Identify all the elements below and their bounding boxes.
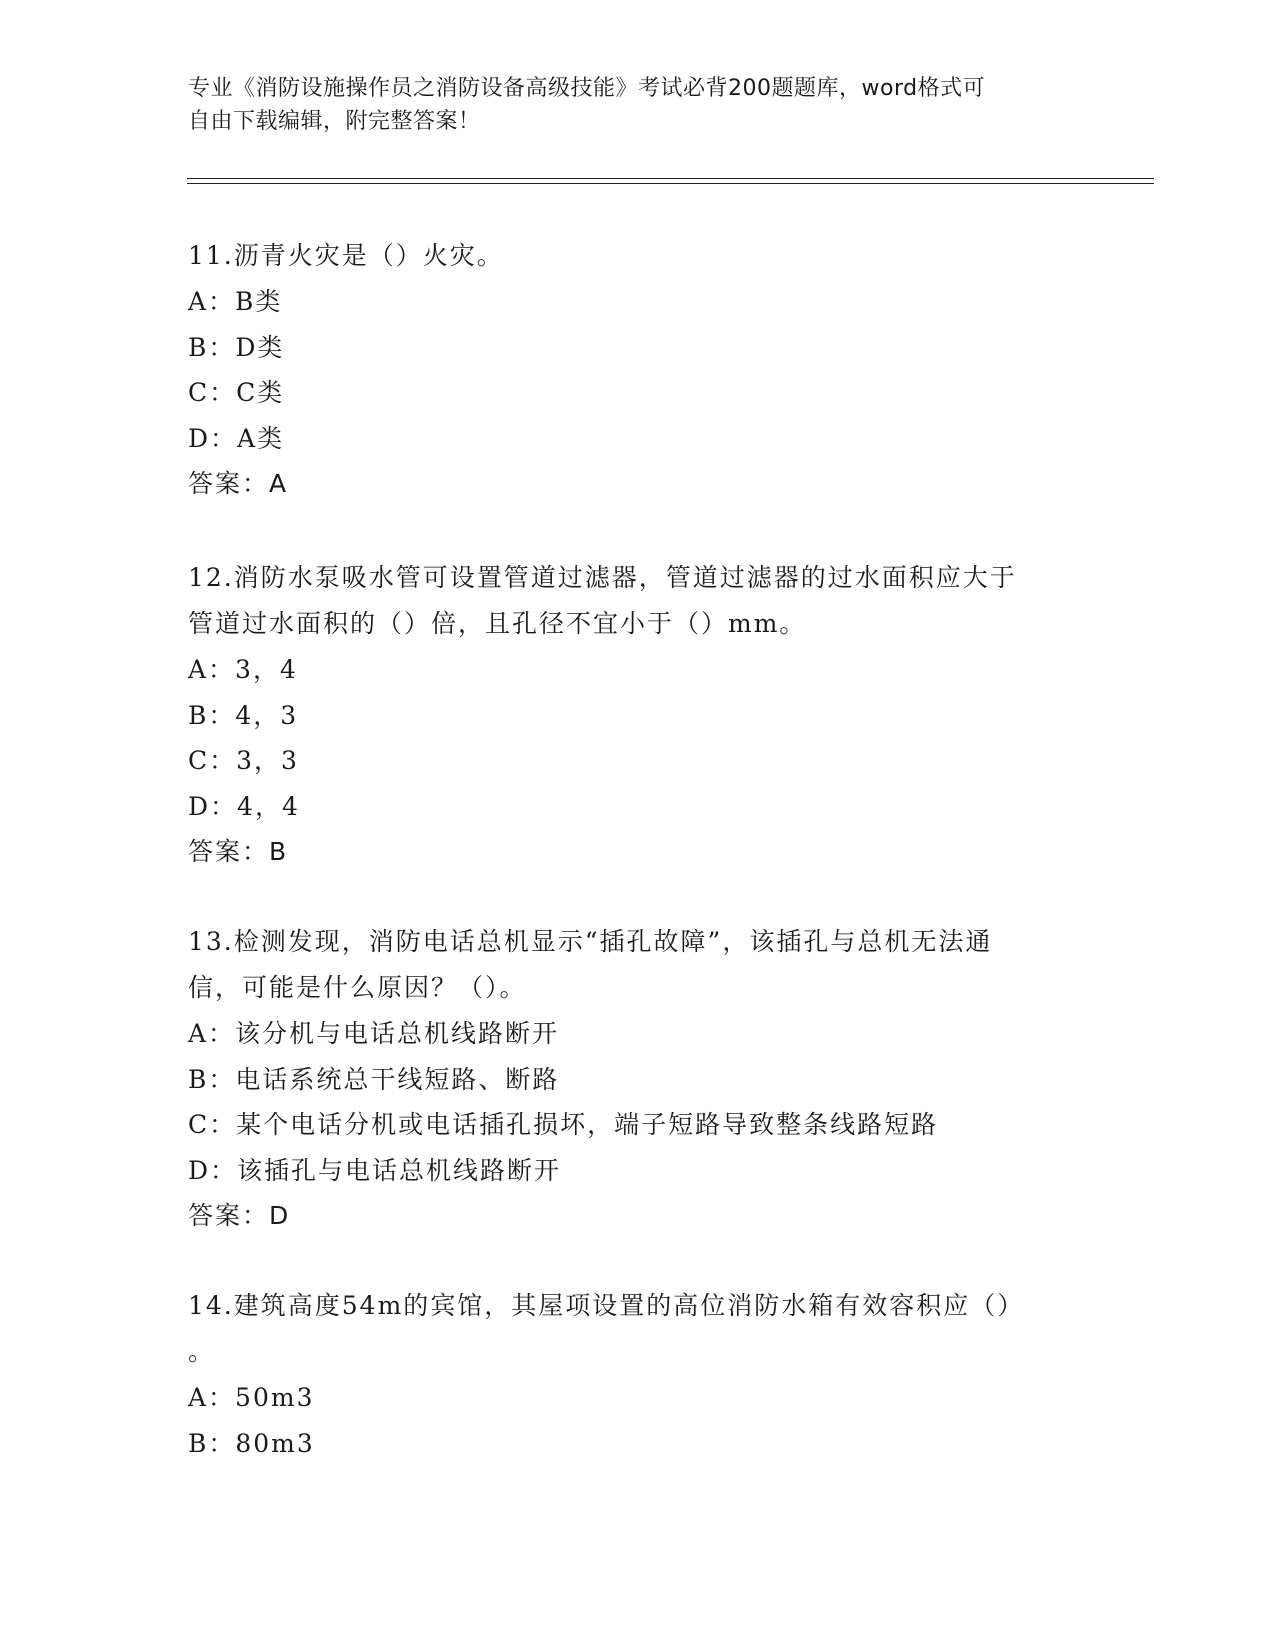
question-stem: 14.建筑高度54m的宾馆，其屋项设置的高位消防水箱有效容积应（） xyxy=(188,1291,1025,1320)
option-b: B：D类 xyxy=(188,332,285,362)
option-d: D：4，4 xyxy=(188,791,300,821)
question-12 xyxy=(188,555,1088,874)
header-divider-bottom xyxy=(187,183,1154,184)
question-stem-continued: 信，可能是什么原因？（）。 xyxy=(188,973,527,1002)
option-a: A：该分机与电话总机线路断开 xyxy=(188,1019,560,1048)
question-stem-continued: 。 xyxy=(188,1337,216,1366)
question-13 xyxy=(188,919,1088,1238)
option-b: B：电话系统总干线短路、断路 xyxy=(188,1064,560,1094)
question-stem: 11.沥青火灾是（）火灾。 xyxy=(188,241,504,270)
option-c: C：3，3 xyxy=(188,746,299,775)
answer-line: 答案：B xyxy=(188,837,289,866)
option-d: D：该插孔与电话总机线路断开 xyxy=(188,1155,562,1185)
question-stem: 12.消防水泵吸水管可设置管道过滤器，管道过滤器的过水面积应大于 xyxy=(188,563,1017,592)
option-a: A：3，4 xyxy=(188,655,298,684)
question-stem: 13.检测发现，消防电话总机显示“插孔故障”，该插孔与总机无法通 xyxy=(188,927,993,956)
document-header xyxy=(188,72,1088,138)
option-d: D：A类 xyxy=(188,423,285,453)
option-b: B：80m3 xyxy=(188,1428,315,1458)
answer-line: 答案：A xyxy=(188,469,289,498)
option-b: B：4，3 xyxy=(188,700,299,730)
option-a: A：50m3 xyxy=(188,1383,315,1412)
header-divider-top xyxy=(187,178,1154,179)
question-stem-continued: 管道过水面积的（）倍，且孔径不宜小于（）mm。 xyxy=(188,609,807,638)
option-c: C：某个电话分机或电话插孔损坏，端子短路导致整条线路短路 xyxy=(188,1110,939,1139)
option-c: C：C类 xyxy=(188,378,285,407)
question-14 xyxy=(188,1283,1088,1466)
option-a: A：B类 xyxy=(188,287,283,316)
header-title-line-1: 专业《消防设施操作员之消防设备高级技能》考试必背200题题库，word格式可 xyxy=(188,76,986,101)
answer-line: 答案：D xyxy=(188,1201,291,1230)
header-title-line-2: 自由下载编辑，附完整答案！ xyxy=(188,109,481,134)
question-11 xyxy=(188,233,1088,506)
